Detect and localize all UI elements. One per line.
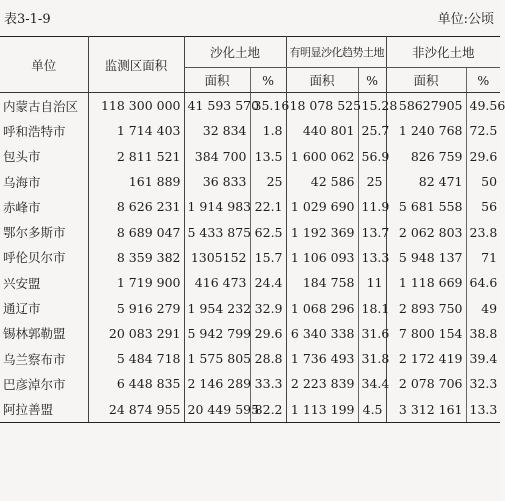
cell-desert-area: 2 146 289 [184, 371, 250, 396]
cell-non-desert-pct: 29.6 [466, 144, 500, 169]
table-row [0, 144, 500, 169]
table-row [0, 397, 500, 423]
cell-desert-pct: 82.2 [250, 397, 286, 423]
cell-unit-name: 呼和浩特市 [3, 123, 66, 139]
table-row [0, 169, 500, 194]
cell-trend-pct: 18.1 [358, 295, 386, 320]
cell-trend-pct: 11 [358, 270, 386, 295]
header-non-desert-land: 非沙化土地 [386, 37, 500, 68]
cell-unit-name: 乌兰察布市 [3, 351, 66, 367]
cell-non-desert-pct: 39.4 [466, 346, 500, 371]
cell-monitor-area: 24 874 955 [88, 397, 184, 423]
cell-monitor-area: 20 083 291 [88, 321, 184, 346]
header-desert-area: 面积 [184, 68, 250, 93]
cell-desert-area: 32 834 [184, 118, 250, 143]
cell-desert-pct: 13.5 [250, 144, 286, 169]
cell-desert-pct: 29.6 [250, 321, 286, 346]
table-row [0, 270, 500, 295]
cell-trend-pct: 25.7 [358, 118, 386, 143]
cell-monitor-area: 5 484 718 [88, 346, 184, 371]
cell-trend-pct: 13.3 [358, 245, 386, 270]
cell-unit-name: 内蒙古自治区 [3, 98, 79, 114]
header-monitor-area: 监测区面积 [88, 37, 184, 93]
cell-trend-area: 440 801 [286, 118, 358, 143]
cell-monitor-area: 161 889 [88, 169, 184, 194]
table-row [0, 245, 500, 270]
cell-trend-area: 18 078 525 [286, 93, 358, 119]
cell-monitor-area: 8 359 382 [88, 245, 184, 270]
cell-desert-area: 1 575 805 [184, 346, 250, 371]
cell-desert-area: 1 954 232 [184, 295, 250, 320]
cell-monitor-area: 1 714 403 [88, 118, 184, 143]
cell-non-desert-pct: 13.3 [466, 397, 500, 423]
cell-desert-pct: 62.5 [250, 219, 286, 244]
cell-monitor-area: 2 811 521 [88, 144, 184, 169]
cell-non-desert-pct: 72.5 [466, 118, 500, 143]
cell-desert-area: 36 833 [184, 169, 250, 194]
cell-desert-pct: 15.7 [250, 245, 286, 270]
cell-desert-pct: 1.8 [250, 118, 286, 143]
cell-non-desert-area: 82 471 [386, 169, 466, 194]
cell-trend-area: 2 223 839 [286, 371, 358, 396]
cell-trend-pct: 56.9 [358, 144, 386, 169]
cell-trend-area: 6 340 338 [286, 321, 358, 346]
table-row [0, 219, 500, 244]
cell-desert-area: 1305152 [184, 245, 250, 270]
cell-desert-area: 1 914 983 [184, 194, 250, 219]
cell-unit-name: 乌海市 [3, 174, 41, 190]
cell-trend-area: 184 758 [286, 270, 358, 295]
cell-desert-area: 384 700 [184, 144, 250, 169]
cell-non-desert-area: 58627905 [386, 93, 466, 119]
cell-desert-pct: 24.4 [250, 270, 286, 295]
cell-unit-name: 巴彦淖尔市 [3, 376, 66, 392]
header-desert-pct: % [250, 68, 286, 93]
header-trend-land: 有明显沙化趋势土地 [286, 37, 386, 68]
cell-unit-name: 呼伦贝尔市 [3, 250, 66, 266]
table-caption [4, 6, 496, 26]
desertification-table [0, 36, 505, 423]
cell-trend-pct: 11.9 [358, 194, 386, 219]
cell-non-desert-area: 2 172 419 [386, 346, 466, 371]
cell-desert-area: 41 593 570 [184, 93, 250, 119]
header-non-desert-pct: % [466, 68, 500, 93]
header-non-desert-area: 面积 [386, 68, 466, 93]
table-row [0, 371, 500, 396]
cell-trend-area: 1 106 093 [286, 245, 358, 270]
cell-non-desert-pct: 32.3 [466, 371, 500, 396]
cell-trend-area: 42 586 [286, 169, 358, 194]
cell-non-desert-pct: 56 [466, 194, 500, 219]
cell-non-desert-area: 5 948 137 [386, 245, 466, 270]
cell-trend-pct: 15.28 [358, 93, 386, 119]
cell-non-desert-area: 7 800 154 [386, 321, 466, 346]
cell-non-desert-pct: 50 [466, 169, 500, 194]
cell-unit-name: 兴安盟 [3, 275, 41, 291]
header-trend-pct: % [358, 68, 386, 93]
cell-trend-area: 1 736 493 [286, 346, 358, 371]
cell-unit-name: 锡林郭勒盟 [3, 326, 66, 342]
cell-trend-pct: 4.5 [358, 397, 386, 423]
cell-non-desert-area: 2 893 750 [386, 295, 466, 320]
cell-trend-area: 1 600 062 [286, 144, 358, 169]
cell-non-desert-area: 1 240 768 [386, 118, 466, 143]
cell-monitor-area: 1 719 900 [88, 270, 184, 295]
header-trend-area: 面积 [286, 68, 358, 93]
cell-desert-area: 416 473 [184, 270, 250, 295]
cell-desert-area: 5 433 875 [184, 219, 250, 244]
cell-desert-pct: 22.1 [250, 194, 286, 219]
table-number: 表3-1-9 [4, 12, 51, 27]
cell-non-desert-area: 2 062 803 [386, 219, 466, 244]
cell-non-desert-area: 5 681 558 [386, 194, 466, 219]
cell-non-desert-pct: 49 [466, 295, 500, 320]
cell-non-desert-pct: 71 [466, 245, 500, 270]
cell-unit-name: 赤峰市 [3, 199, 41, 215]
cell-monitor-area: 8 626 231 [88, 194, 184, 219]
cell-desert-pct: 35.16 [250, 93, 286, 119]
cell-desert-pct: 25 [250, 169, 286, 194]
cell-unit-name: 鄂尔多斯市 [3, 225, 66, 241]
cell-unit-name: 通辽市 [3, 301, 41, 317]
cell-non-desert-pct: 38.8 [466, 321, 500, 346]
cell-trend-pct: 31.8 [358, 346, 386, 371]
cell-non-desert-pct: 49.56 [466, 93, 500, 119]
cell-unit-name: 包头市 [3, 149, 41, 165]
cell-trend-area: 1 192 369 [286, 219, 358, 244]
cell-trend-pct: 25 [358, 169, 386, 194]
cell-trend-area: 1 113 199 [286, 397, 358, 423]
cell-unit-name: 阿拉善盟 [0, 397, 88, 423]
table-row [0, 118, 500, 143]
header-desert-land: 沙化土地 [184, 37, 286, 68]
cell-non-desert-pct: 64.6 [466, 270, 500, 295]
table-row [0, 194, 500, 219]
cell-trend-pct: 34.4 [358, 371, 386, 396]
cell-non-desert-area: 2 078 706 [386, 371, 466, 396]
cell-monitor-area: 8 689 047 [88, 219, 184, 244]
unit-label: 单位:公顷 [437, 12, 494, 27]
cell-monitor-area: 5 916 279 [88, 295, 184, 320]
table-row [0, 93, 500, 119]
header-unit: 单位 [0, 37, 88, 93]
table-row [0, 346, 500, 371]
table-row [0, 321, 500, 346]
cell-trend-pct: 13.7 [358, 219, 386, 244]
cell-non-desert-area: 1 118 669 [386, 270, 466, 295]
cell-non-desert-area: 826 759 [386, 144, 466, 169]
cell-trend-area: 1 068 296 [286, 295, 358, 320]
cell-non-desert-area: 3 312 161 [386, 397, 466, 423]
cell-desert-pct: 32.9 [250, 295, 286, 320]
cell-trend-pct: 31.6 [358, 321, 386, 346]
cell-monitor-area: 118 300 000 [88, 93, 184, 119]
cell-desert-area: 5 942 799 [184, 321, 250, 346]
cell-desert-pct: 28.8 [250, 346, 286, 371]
cell-non-desert-pct: 23.8 [466, 219, 500, 244]
cell-monitor-area: 6 448 835 [88, 371, 184, 396]
cell-desert-pct: 33.3 [250, 371, 286, 396]
table-row [0, 295, 500, 320]
cell-trend-area: 1 029 690 [286, 194, 358, 219]
cell-desert-area: 20 449 595 [184, 397, 250, 423]
